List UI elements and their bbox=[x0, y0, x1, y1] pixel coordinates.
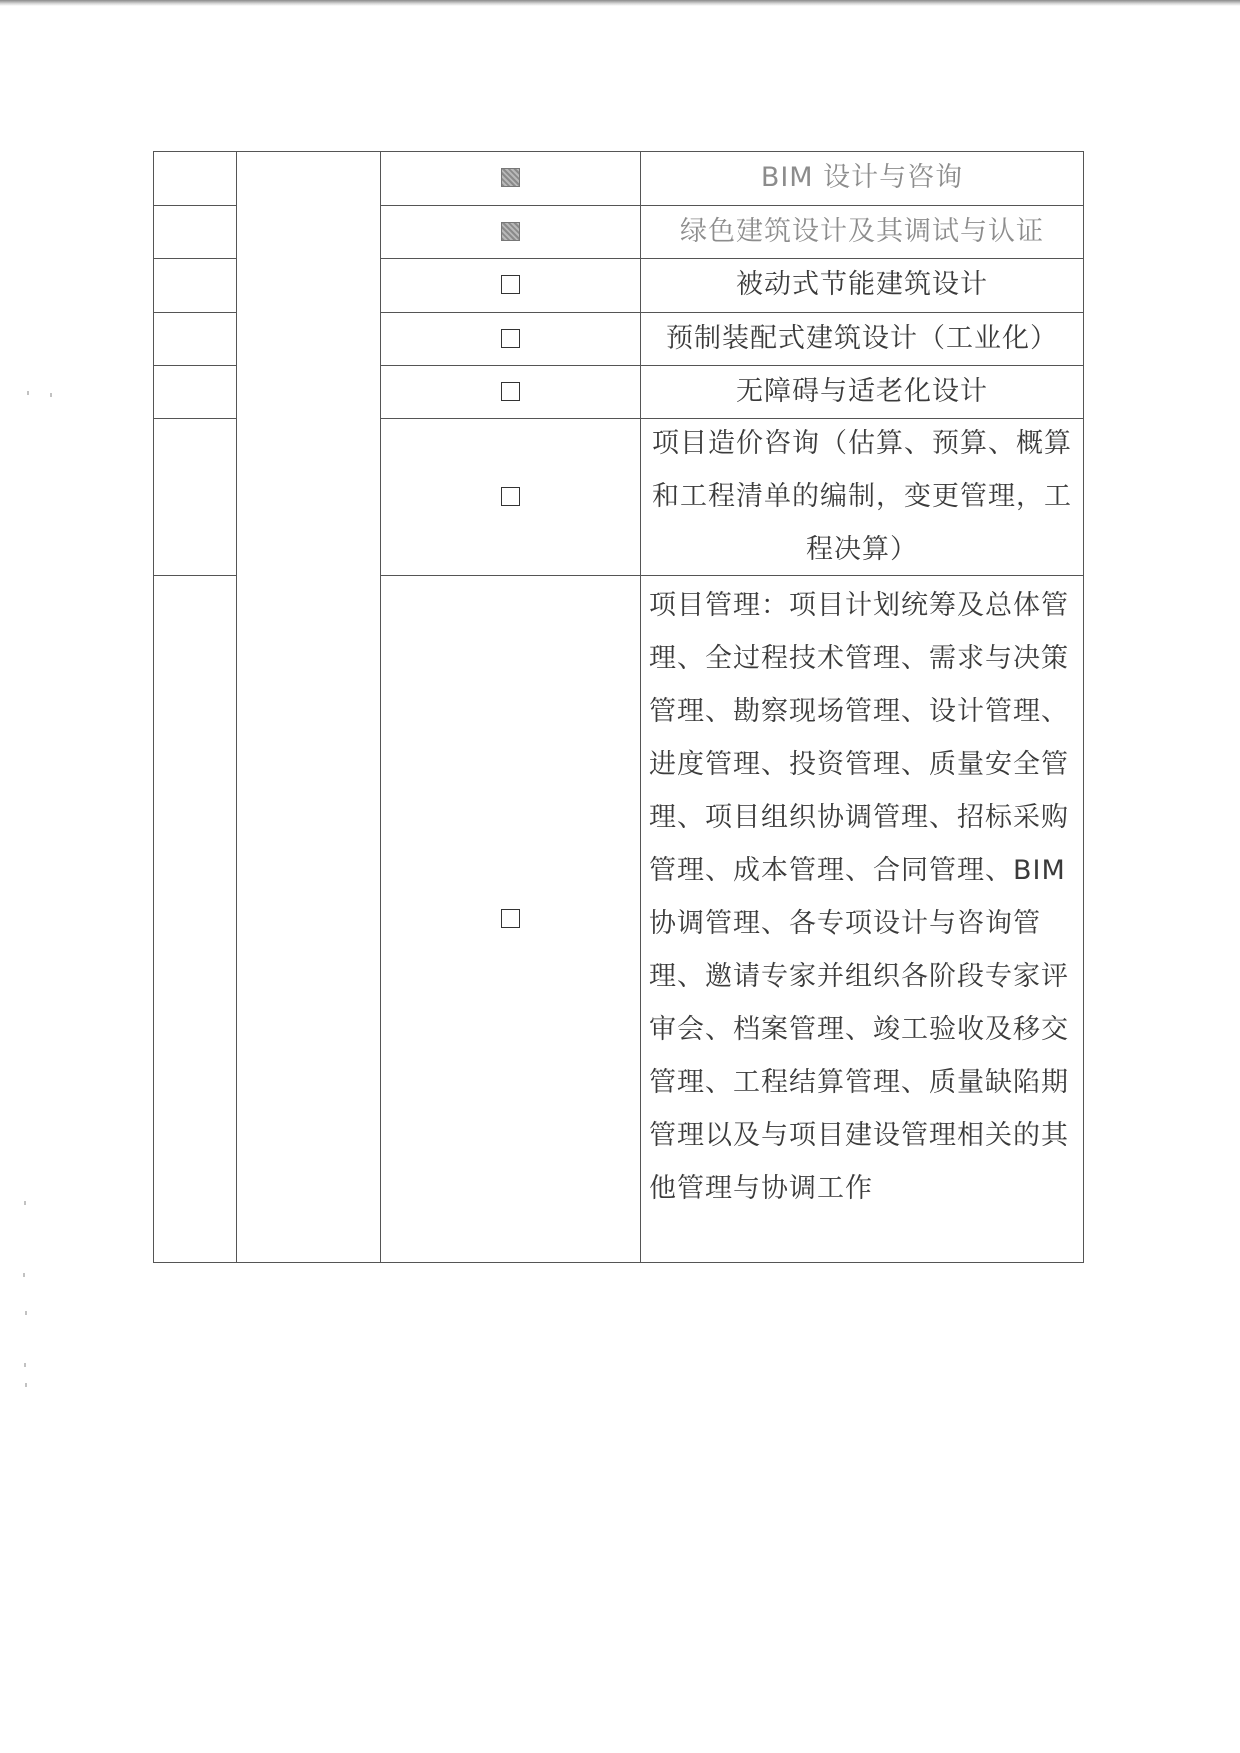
checkbox-unchecked-icon[interactable] bbox=[501, 909, 520, 928]
checkbox-cell bbox=[381, 312, 640, 365]
checkbox-unchecked-icon[interactable] bbox=[501, 382, 520, 401]
checkbox-cell bbox=[381, 365, 640, 418]
scan-speck bbox=[27, 391, 29, 395]
checkbox-cell bbox=[381, 418, 640, 575]
table-border-bottom bbox=[153, 1262, 1084, 1263]
table-row bbox=[153, 151, 1084, 205]
item-label: 被动式节能建筑设计 bbox=[736, 269, 988, 300]
item-label: 项目管理：项目计划统筹及总体管理、全过程技术管理、需求与决策管理、勘察现场管理、设计管理、进度管理、投资管理、质量安全管理、项目组织协调管理、招标采购管理、成本管理、合同管理、BIM 协调管理、各专项设计与咨询管理、邀请专家并组织各阶段专家评审会、档案管理、竣工验收及移交管理、工程结算管理、质量缺陷期管理以及与项目建设管理相关的其他管理与协调工作 bbox=[649, 590, 1069, 1204]
item-cell bbox=[641, 312, 1083, 365]
scan-speck bbox=[24, 1363, 26, 1367]
checkbox-checked-icon[interactable] bbox=[501, 168, 520, 187]
scan-speck bbox=[23, 1273, 25, 1277]
checkbox-cell bbox=[381, 258, 640, 312]
checkbox-unchecked-icon[interactable] bbox=[501, 487, 520, 506]
scan-top-edge bbox=[0, 0, 1240, 6]
checkbox-unchecked-icon[interactable] bbox=[501, 275, 520, 294]
item-cell bbox=[641, 258, 1083, 312]
checkbox-cell bbox=[381, 575, 640, 1262]
item-label: 无障碍与适老化设计 bbox=[736, 375, 988, 407]
service-options-table bbox=[153, 151, 1084, 1263]
scan-speck bbox=[50, 393, 52, 397]
table-row bbox=[153, 205, 1084, 258]
checkbox-checked-icon[interactable] bbox=[501, 222, 520, 241]
checkbox-cell bbox=[381, 205, 640, 258]
scan-speck bbox=[24, 1201, 26, 1205]
table-row bbox=[153, 418, 1084, 575]
item-label: 项目造价咨询（估算、预算、概算和工程清单的编制，变更管理，工程决算） bbox=[652, 428, 1072, 565]
item-cell bbox=[641, 418, 1083, 575]
scan-speck bbox=[25, 1311, 27, 1315]
checkbox-unchecked-icon[interactable] bbox=[501, 329, 520, 348]
checkbox-cell bbox=[381, 151, 640, 205]
item-cell bbox=[641, 151, 1083, 205]
table-row bbox=[153, 312, 1084, 365]
item-label: BIM 设计与咨询 bbox=[760, 162, 964, 193]
table-row bbox=[153, 365, 1084, 418]
item-cell bbox=[641, 205, 1083, 258]
item-label: 绿色建筑设计及其调试与认证 bbox=[680, 215, 1044, 247]
item-cell bbox=[641, 365, 1083, 418]
item-cell bbox=[641, 575, 1083, 1262]
item-label: 预制装配式建筑设计（工业化） bbox=[666, 322, 1058, 354]
table-row bbox=[153, 258, 1084, 312]
scan-speck bbox=[25, 1383, 27, 1387]
table-row bbox=[153, 575, 1084, 1262]
